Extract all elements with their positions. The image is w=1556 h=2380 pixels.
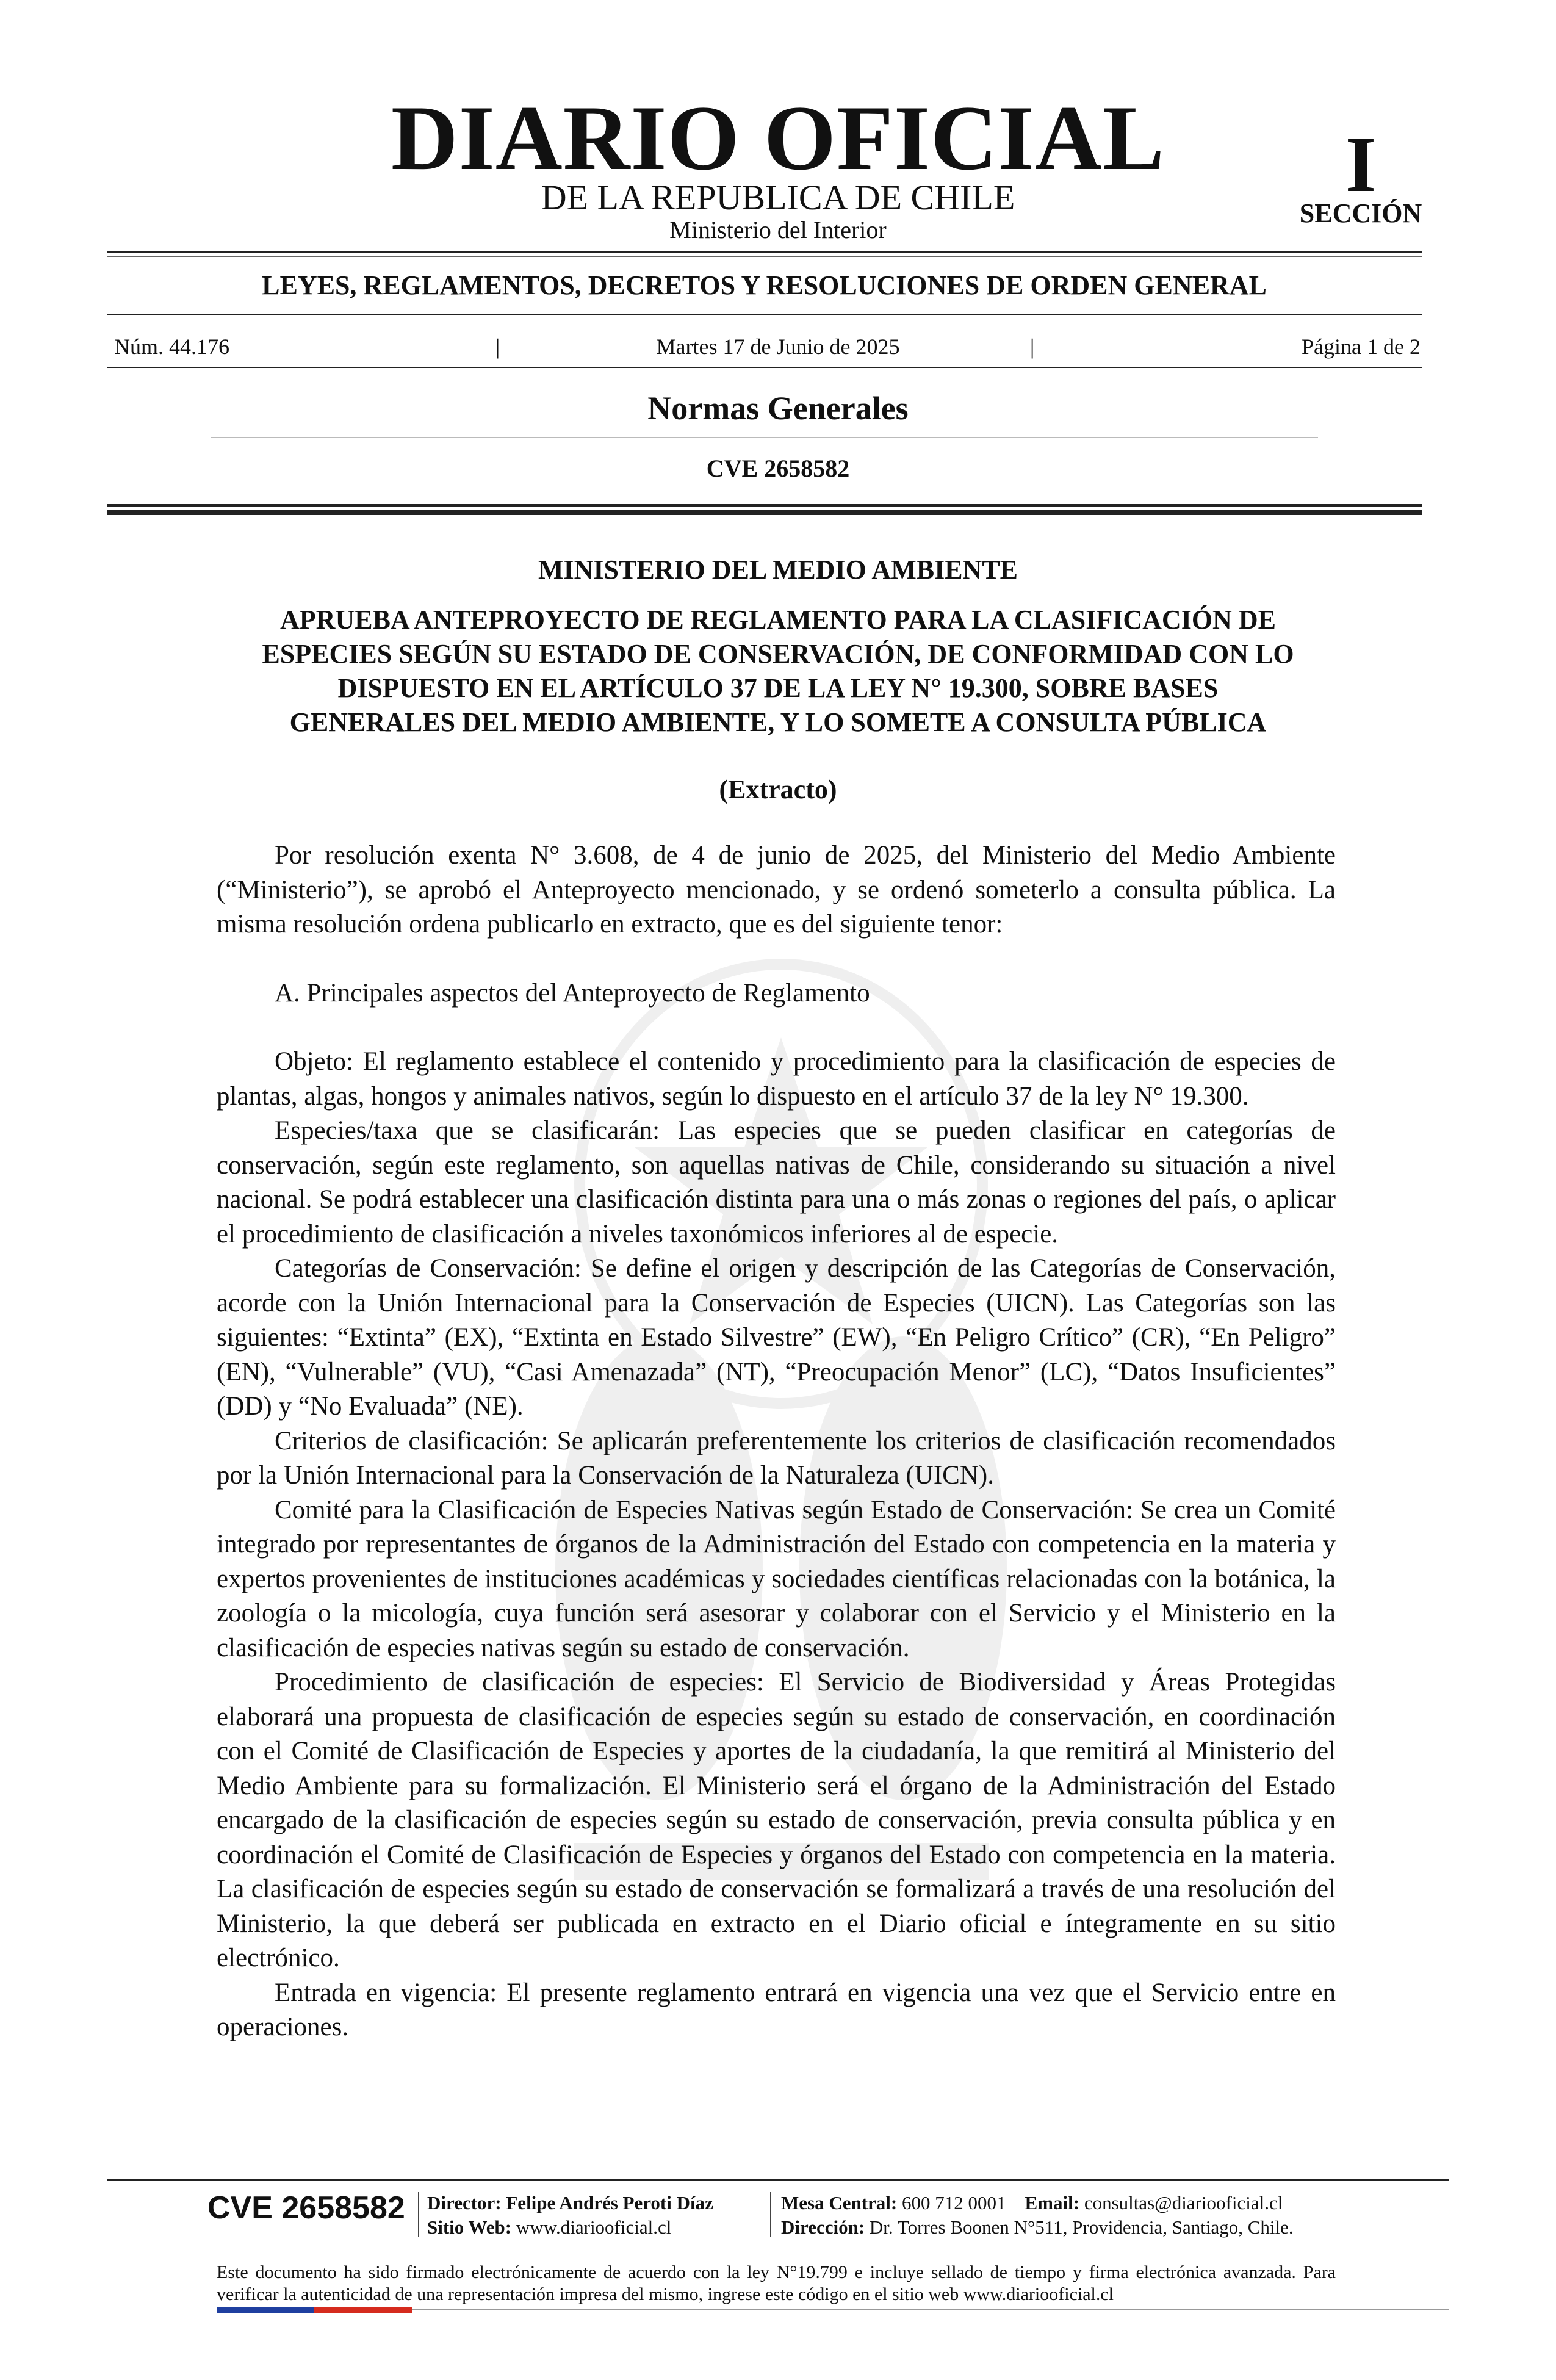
mesa-label: Mesa Central:: [781, 2192, 898, 2213]
header-band: LEYES, REGLAMENTOS, DECRETOS Y RESOLUCIONES DE ORDEN GENERAL: [262, 270, 1267, 300]
cve-title: CVE 2658582: [706, 455, 850, 482]
divider: [412, 2309, 1449, 2310]
paragraph-categorias: Categorías de Conservación: Se define el origen y descripción de las Categorías de Conservación, acorde con la Unión Internacional para la Conservación de Especies (UICN). Las Categorías son las siguientes: “Extinta” (EX), “Extinta en Estado Silvestre” (EW), “En Peligro Crítico” (CR), “En Peligro” (EN), “Vulnerable” (VU), “Casi Amenazada” (NT), “Preocupación Menor” (LC), “Datos Insuficientes” (DD) y “No Evaluada” (NE).: [217, 1254, 1336, 1421]
footer-legal-notice: Este documento ha sido firmado electrónicamente de acuerdo con la ley N°19.799 e incluye sellado de tiempo y firma electrónica avanzada. Para verificar la autenticidad de una representación impresa del mismo, ingrese este código en el sitio web www.diariooficial.cl: [217, 2262, 1336, 2304]
decree-title-line: APRUEBA ANTEPROYECTO DE REGLAMENTO PARA LA CLASIFICACIÓN DE: [280, 605, 1276, 635]
issue-separator: |: [1030, 334, 1035, 359]
paragraph-criterios: Criterios de clasificación: Se aplicarán preferentemente los criterios de clasificación recomendados por la Unión Internacional para la Conservación de la Naturaleza (UICN).: [217, 1426, 1336, 1490]
divider: [107, 2179, 1449, 2181]
divider: [107, 367, 1422, 368]
issue-page: Página 1 de 2: [1302, 334, 1421, 359]
footer-cve: CVE 2658582: [207, 2190, 405, 2226]
ministry-name: MINISTERIO DEL MEDIO AMBIENTE: [538, 555, 1018, 585]
divider: [107, 251, 1422, 253]
paragraph-intro: Por resolución exenta N° 3.608, de 4 de junio de 2025, del Ministerio del Medio Ambiente (“Ministerio”), se aprobó el Anteproyecto mencionado, y se ordenó someterlo a consulta pública. La misma resolución ordena publicarlo en extracto, que es del siguiente tenor:: [217, 841, 1336, 939]
masthead-ministry: Ministerio del Interior: [669, 216, 887, 243]
divider: [107, 314, 1422, 315]
masthead-title: DIARIO OFICIAL: [391, 87, 1165, 189]
masthead-subtitle: DE LA REPUBLICA DE CHILE: [541, 178, 1015, 217]
flag-stripe-blue: [217, 2307, 314, 2313]
website-label: Sitio Web:: [427, 2216, 512, 2238]
divider: [211, 437, 1318, 438]
decree-title-line: ESPECIES SEGÚN SU ESTADO DE CONSERVACIÓN, DE CONFORMIDAD CON LO: [262, 639, 1294, 669]
flag-stripe-red: [314, 2307, 412, 2313]
body-text: [217, 838, 1336, 2045]
footer-contact-left: [427, 2191, 713, 2240]
divider: [107, 504, 1422, 507]
paragraph-comite: Comité para la Clasificación de Especies Nativas según Estado de Conservación: Se crea un Comité integrado por representantes de órganos de la Administración del Estado con competencia en la materia y expertos provenientes de instituciones académicas y sociedades científicas relacionadas con la botánica, la zoología o la micología, cuya función será asesorar y colaborar con el Servicio y el Ministerio en la clasificación de especies nativas según su estado de conservación.: [217, 1495, 1336, 1662]
mesa-phone: 600 712 0001: [902, 2192, 1006, 2213]
email-link[interactable]: consultas@diariooficial.cl: [1084, 2192, 1283, 2213]
divider: [107, 510, 1422, 515]
section-label: SECCIÓN: [1299, 198, 1422, 228]
divider: [770, 2192, 771, 2237]
decree-title: [201, 603, 1355, 740]
issue-date: Martes 17 de Junio de 2025: [656, 334, 900, 359]
footer-contact-right: [781, 2191, 1294, 2240]
address-value: Dr. Torres Boonen N°511, Providencia, Santiago, Chile.: [869, 2216, 1294, 2238]
paragraph-vigencia: Entrada en vigencia: El presente reglamento entrará en vigencia una vez que el Servicio entre en operaciones.: [217, 1978, 1336, 2041]
section-a-heading: A. Principales aspectos del Anteproyecto de Reglamento: [275, 978, 870, 1008]
section-heading: Normas Generales: [647, 390, 909, 427]
issue-number: Núm. 44.176: [114, 334, 229, 359]
divider: [107, 256, 1422, 257]
extract-label: (Extracto): [719, 774, 837, 804]
decree-title-line: GENERALES DEL MEDIO AMBIENTE, Y LO SOMETE A CONSULTA PÚBLICA: [289, 707, 1267, 737]
issue-separator: |: [495, 334, 500, 359]
website-link[interactable]: www.diariooficial.cl: [516, 2216, 672, 2238]
section-number: I: [1345, 121, 1377, 209]
email-label: Email:: [1025, 2192, 1080, 2213]
paragraph-especies: Especies/taxa que se clasificarán: Las especies que se pueden clasificar en categorías de conservación, según este reglamento, son aquellas nativas de Chile, considerando su situación a nivel nacional. Se podrá establecer una clasificación distinta para una o más zonas o regiones del país, o aplicar el procedimiento de clasificación a niveles taxonómicos inferiores al de especie.: [217, 1116, 1336, 1249]
paragraph-procedimiento: Procedimiento de clasificación de especies: El Servicio de Biodiversidad y Áreas Protegidas elaborará una propuesta de clasificación de especies según su estado de conservación, en coordinación con el Comité de Clasificación de Especies y aportes de la ciudadanía, la que remitirá al Ministerio del Medio Ambiente para su formalización. El Ministerio será el órgano de la Administración del Estado encargado de la clasificación de especies según su estado de conservación, previa consulta pública y en coordinación el Comité de Clasificación de Especies y órganos del Estado con competencia en la materia. La clasificación de especies según su estado de conservación se formalizará a través de una resolución del Ministerio, la que deberá ser publicada en extracto en el Diario oficial e íntegramente en su sitio electrónico.: [217, 1668, 1336, 1972]
divider: [418, 2192, 419, 2237]
address-label: Dirección:: [781, 2216, 865, 2238]
decree-title-line: DISPUESTO EN EL ARTÍCULO 37 DE LA LEY N° 19.300, SOBRE BASES: [337, 673, 1219, 703]
paragraph-objeto: Objeto: El reglamento establece el contenido y procedimiento para la clasificación de especies de plantas, algas, hongos y animales nativos, según lo dispuesto en el artículo 37 de la ley N° 19.300.: [217, 1047, 1336, 1111]
director-name: Felipe Andrés Peroti Díaz: [506, 2192, 713, 2213]
director-label: Director:: [427, 2192, 502, 2213]
